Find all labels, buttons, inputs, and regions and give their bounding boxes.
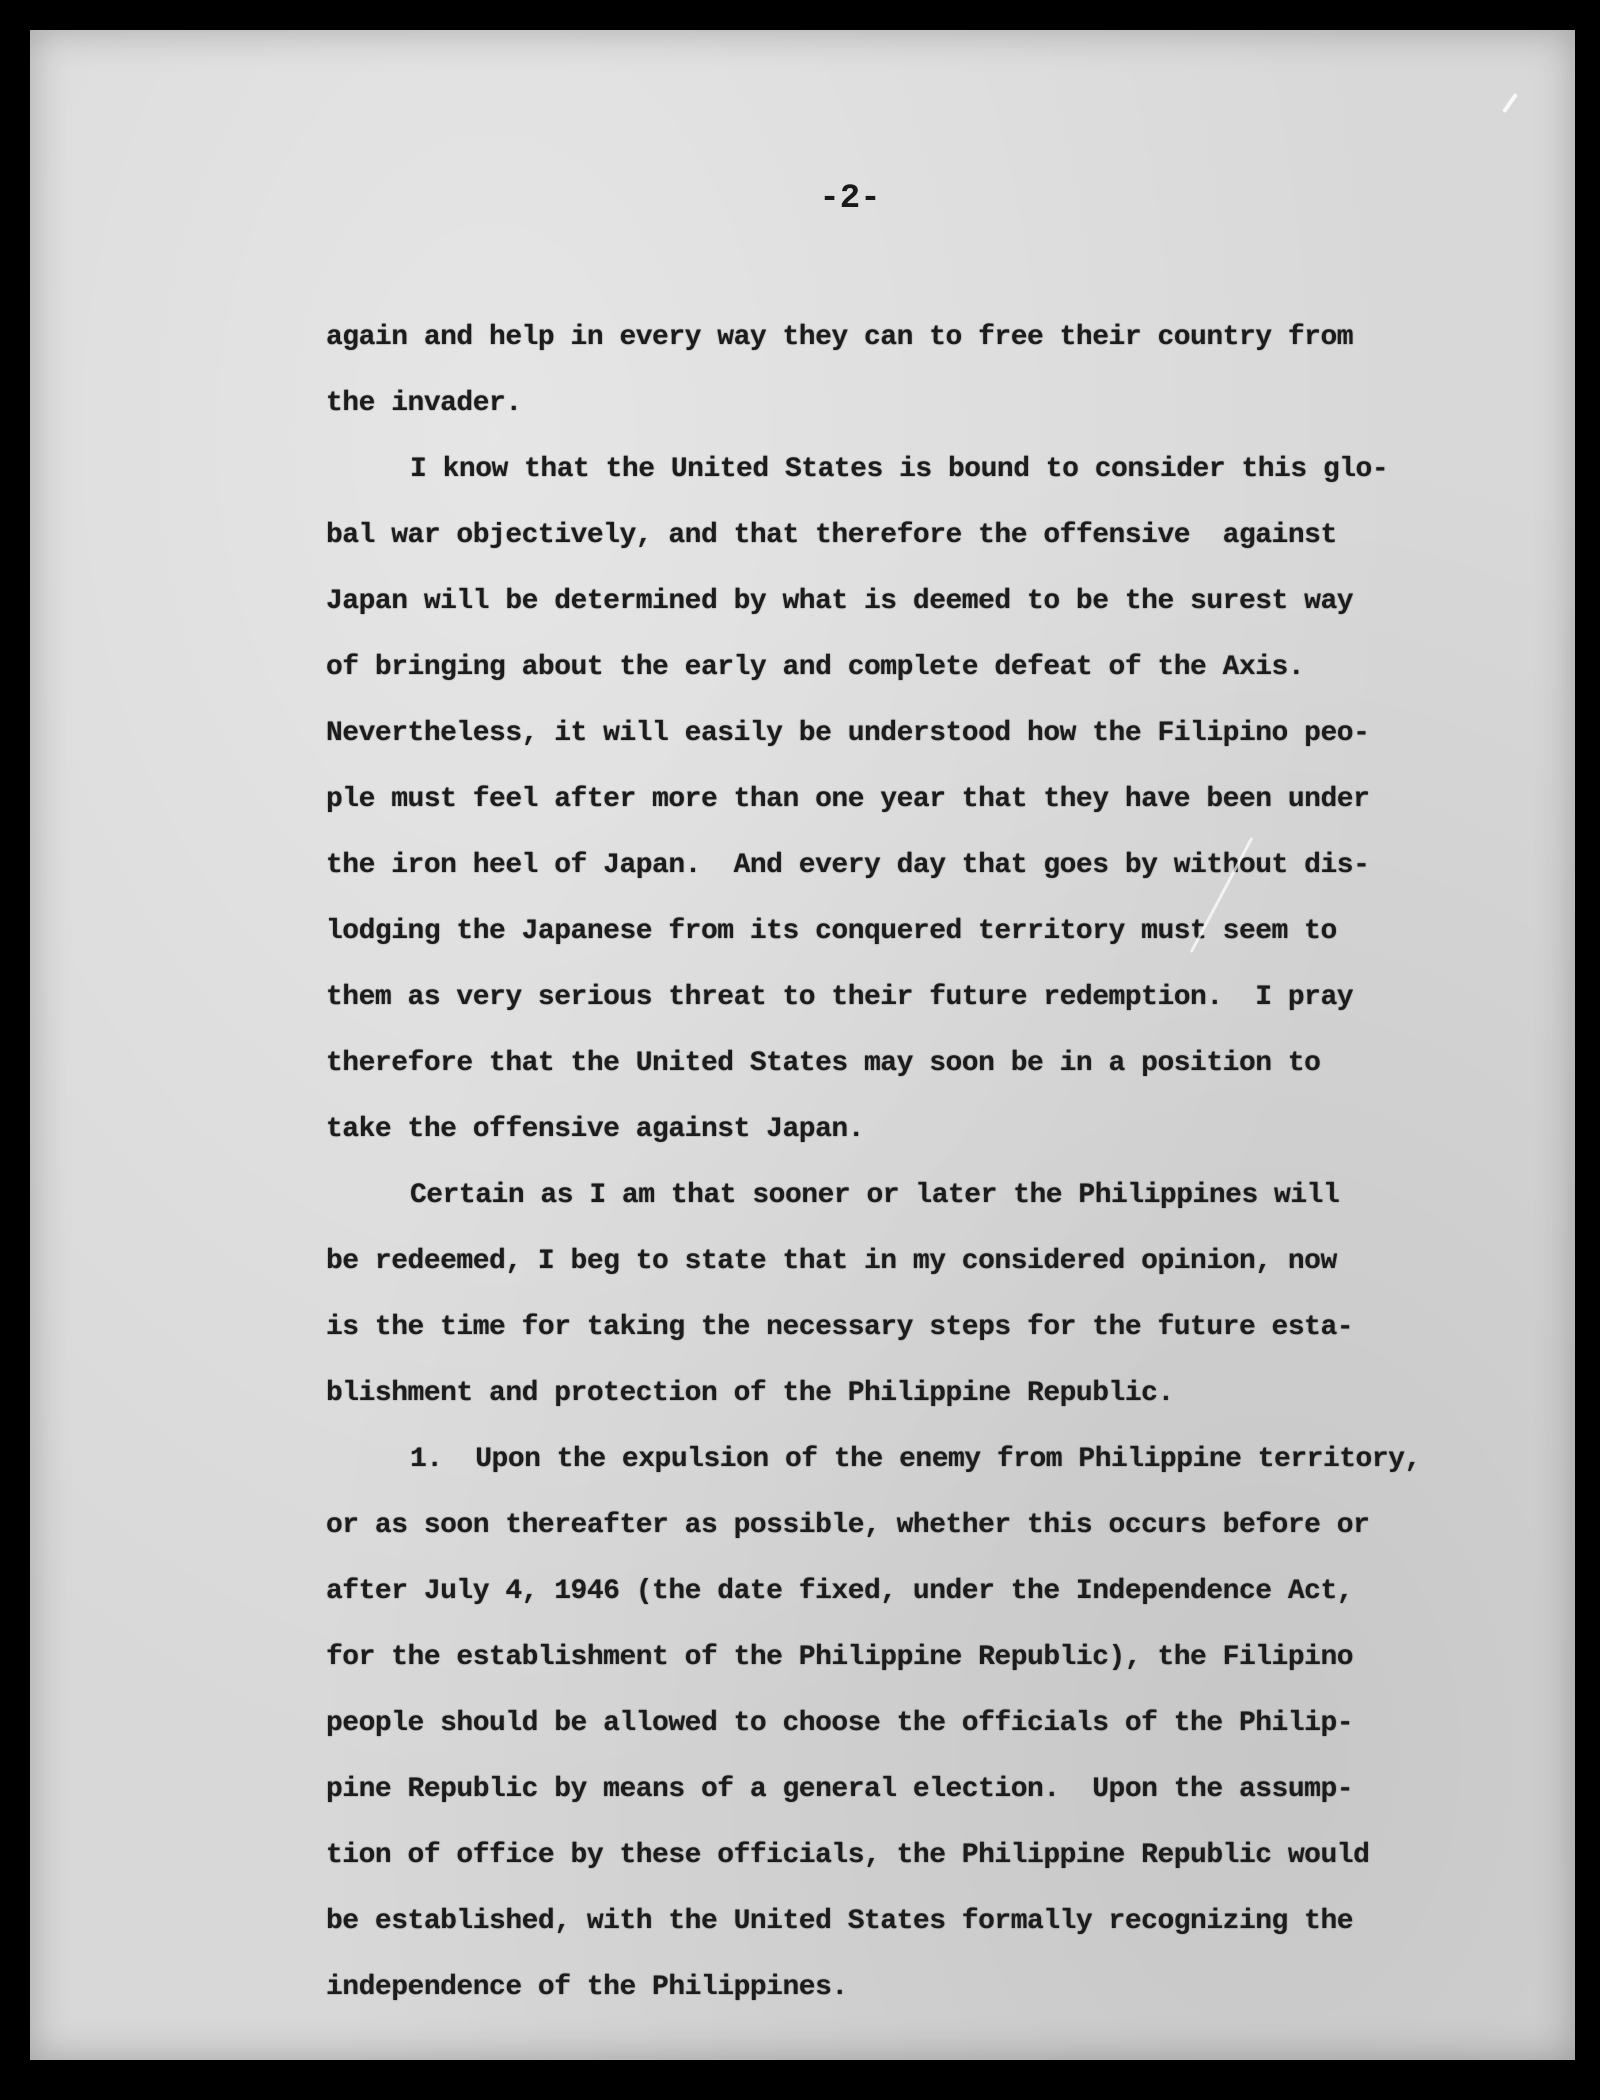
text-line: blishment and protection of the Philippine Republic. <box>326 1378 1174 1409</box>
text-line: again and help in every way they can to free their country from <box>326 322 1354 353</box>
text-line: Japan will be determined by what is deemed to be the surest way <box>326 586 1354 617</box>
text-line: or as soon thereafter as possible, whether this occurs before or <box>326 1510 1370 1541</box>
document-page <box>30 30 1575 2060</box>
body-text <box>326 305 1426 2021</box>
page-number: -2- <box>819 180 881 218</box>
scratch-mark <box>1502 93 1518 113</box>
text-line: them as very serious threat to their future redemption. I pray <box>326 982 1354 1013</box>
text-line: of bringing about the early and complete defeat of the Axis. <box>326 652 1305 683</box>
text-line: tion of office by these officials, the Philippine Republic would <box>326 1840 1370 1871</box>
text-line: the iron heel of Japan. And every day that goes by without dis- <box>326 850 1370 881</box>
text-line: I know that the United States is bound to consider this glo- <box>410 454 1389 485</box>
text-line: 1. Upon the expulsion of the enemy from Philippine territory, <box>410 1444 1421 1475</box>
text-line: pine Republic by means of a general election. Upon the assump- <box>326 1774 1354 1805</box>
text-line: therefore that the United States may soon be in a position to <box>326 1048 1321 1079</box>
text-line: bal war objectively, and that therefore the offensive against <box>326 520 1337 551</box>
text-line: the invader. <box>326 388 522 419</box>
text-line: take the offensive against Japan. <box>326 1114 864 1145</box>
text-line: be redeemed, I beg to state that in my considered opinion, now <box>326 1246 1337 1277</box>
text-line: after July 4, 1946 (the date fixed, under the Independence Act, <box>326 1576 1354 1607</box>
text-line: Nevertheless, it will easily be understood how the Filipino peo- <box>326 718 1370 749</box>
text-line: independence of the Philippines. <box>326 1972 848 2003</box>
text-line: for the establishment of the Philippine Republic), the Filipino <box>326 1642 1354 1673</box>
text-line: people should be allowed to choose the officials of the Philip- <box>326 1708 1354 1739</box>
text-line: Certain as I am that sooner or later the Philippines will <box>410 1180 1340 1211</box>
text-line: lodging the Japanese from its conquered territory must seem to <box>326 916 1337 947</box>
text-line: be established, with the United States formally recognizing the <box>326 1906 1354 1937</box>
text-line: ple must feel after more than one year that they have been under <box>326 784 1370 815</box>
text-line: is the time for taking the necessary steps for the future esta- <box>326 1312 1354 1343</box>
